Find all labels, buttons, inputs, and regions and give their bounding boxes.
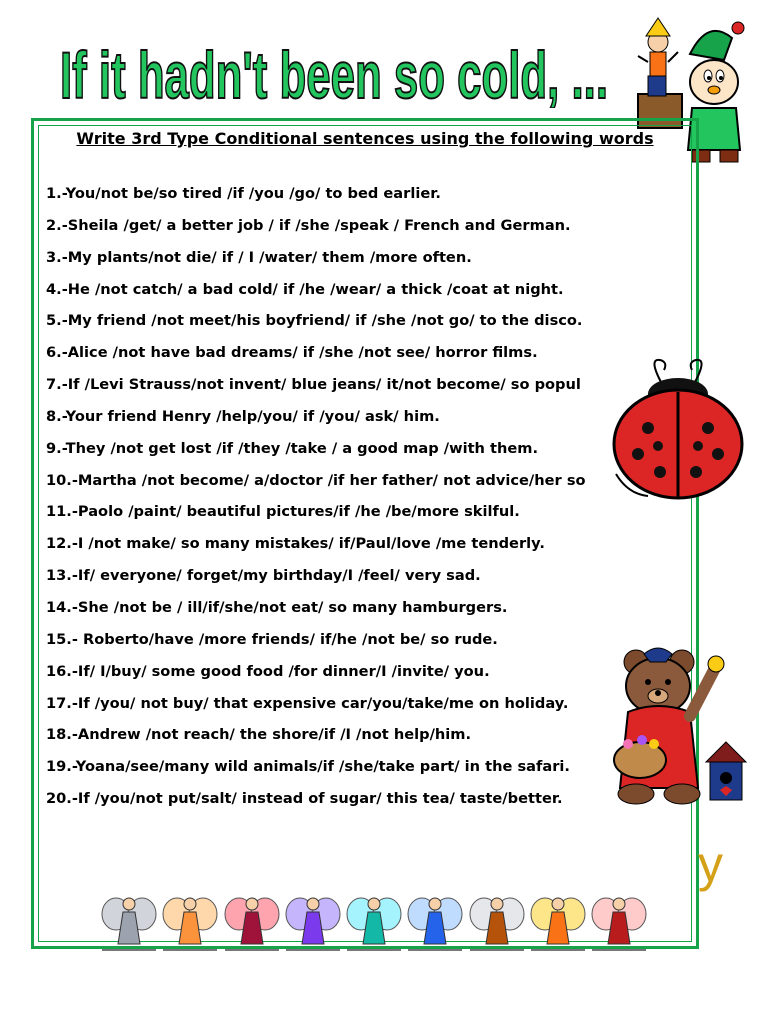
- fairy-icon: [161, 892, 219, 958]
- exercise-item: 4.-He /not catch/ a bad cold/ if /he /wear/ a thick /coat at night.: [46, 280, 564, 298]
- exercise-item: 11.-Paolo /paint/ beautiful pictures/if /he /be/more skilful.: [46, 503, 520, 521]
- fairy-border: [100, 892, 648, 958]
- exercise-item: 13.-If/ everyone/ forget/my birthday/I /feel/ very sad.: [46, 567, 481, 585]
- exercise-item: 2.-Sheila /get/ a better job / if /she /speak / French and German.: [46, 216, 571, 234]
- fairy-icon: [406, 892, 464, 958]
- exercise-item: 12.-I /not make/ so many mistakes/ if/Paul/love /me tenderly.: [46, 535, 545, 553]
- fairy-icon: [100, 892, 158, 958]
- stray-letter: y: [698, 836, 723, 892]
- exercise-list: [46, 184, 612, 824]
- page-title-text: If it hadn't been so cold, ...: [60, 38, 608, 108]
- exercise-item: 10.-Martha /not become/ a/doctor /if her father/ not advice/her so: [46, 471, 586, 489]
- exercise-item: 9.-They /not get lost /if /they /take / a good map /with them.: [46, 439, 539, 457]
- fairy-icon: [529, 892, 587, 958]
- exercise-item: 19.-Yoana/see/many wild animals/if /she/take part/ in the safari.: [46, 758, 570, 776]
- fairy-icon: [468, 892, 526, 958]
- exercise-item: 15.- Roberto/have /more friends/ if/he /not be/ so rude.: [46, 630, 498, 648]
- exercise-item: 1.-You/not be/so tired /if /you /go/ to bed earlier.: [46, 185, 441, 202]
- exercise-item: 14.-She /not be / ill/if/she/not eat/ so many hamburgers.: [46, 598, 508, 616]
- exercise-item: 17.-If /you/ not buy/ that expensive car/you/take/me on holiday.: [46, 694, 569, 712]
- fairy-icon: [223, 892, 281, 958]
- fairy-icon: [345, 892, 403, 958]
- page-title: [56, 28, 616, 108]
- exercise-item: 6.-Alice /not have bad dreams/ if /she /not see/ horror films.: [46, 344, 538, 362]
- exercise-item: 18.-Andrew /not reach/ the shore/if /I /not help/him.: [46, 726, 472, 744]
- exercise-item: 7.-If /Levi Strauss/not invent/ blue jeans/ it/not become/ so popul: [46, 376, 581, 394]
- fairy-icon: [590, 892, 648, 958]
- instructions-heading: Write 3rd Type Conditional sentences using the following words: [76, 129, 654, 148]
- exercise-item: 5.-My friend /not meet/his boyfriend/ if /she /not go/ to the disco.: [46, 312, 583, 330]
- exercise-item: 3.-My plants/not die/ if / I /water/ them /more often.: [46, 248, 472, 266]
- ladybug-icon: [608, 354, 748, 502]
- fairy-icon: [284, 892, 342, 958]
- exercise-item: 16.-If/ I/buy/ some good food /for dinner/I /invite/ you.: [46, 662, 490, 680]
- exercise-item: 20.-If /you/not put/salt/ instead of sugar/ this tea/ taste/better.: [46, 790, 563, 808]
- teddy-bear-icon: [606, 640, 750, 808]
- exercise-item: 8.-Your friend Henry /help/you/ if /you/ ask/ him.: [46, 407, 440, 425]
